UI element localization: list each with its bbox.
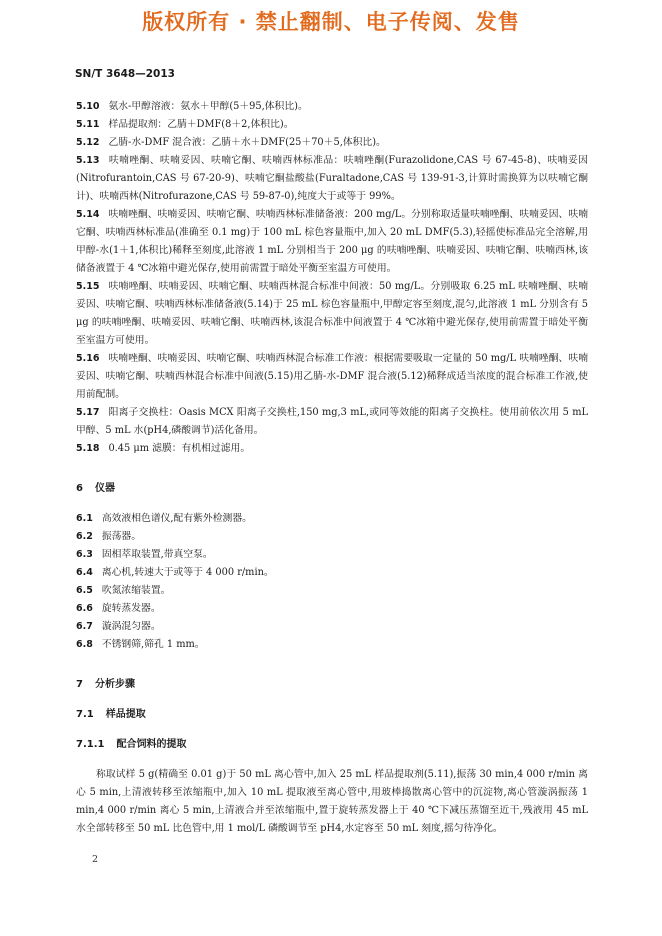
clause-text: 振荡器。 (101, 531, 142, 542)
subsection-title: 样品提取 (105, 709, 146, 720)
section-number: 6 (76, 483, 83, 494)
clause-number: 6.5 (76, 585, 93, 596)
clause-text: 吹氮浓缩装置。 (101, 585, 171, 596)
clause-number: 5.18 (76, 443, 100, 454)
subsection-heading (76, 706, 588, 724)
clause-number: 5.15 (76, 281, 100, 292)
instrument-item (76, 564, 588, 582)
clause-text: 漩涡混匀器。 (101, 621, 161, 632)
section-heading-analysis (76, 676, 588, 694)
standard-number: SN/T 3648—2013 (75, 68, 175, 80)
clause-number: 6.8 (76, 639, 93, 650)
instrument-item (76, 546, 588, 564)
clause-text: 旋转蒸发器。 (101, 603, 161, 614)
clause-text: 固相萃取装置,带真空泵。 (101, 549, 213, 560)
clause-5-13 (76, 152, 588, 206)
clause-5-10 (76, 98, 588, 116)
clause-number: 6.3 (76, 549, 93, 560)
clause-text: 不锈钢筛,筛孔 1 mm。 (101, 639, 205, 650)
clause-number: 5.10 (76, 101, 100, 112)
clause-number: 5.14 (76, 209, 100, 220)
document-body (76, 98, 588, 838)
subsubsection-title: 配合饲料的提取 (116, 739, 187, 750)
section-title: 仪器 (94, 483, 115, 494)
clause-5-11 (76, 116, 588, 134)
clause-text: 呋喃唑酮、呋喃妥因、呋喃它酮、呋喃西林标准储备液：200 mg/L。分别称取适量呋喃唑酮、呋喃妥因、呋喃它酮、呋喃西林标准品(准确至 0.1 mg)于 100 mL 棕色容量瓶中,加入 20 mL DMF(5.3),轻摇使标准品完全溶解,用甲醇-水(1＋1,体积比)稀释至刻度,此溶液 1 mL 分别相当于 200 μg 的呋喃唑酮、呋喃妥因、呋喃它酮、呋喃西林,该储备液置于 4 ℃冰箱中避光保存,使用前需置于暗处平衡至室温方可使用。 (76, 209, 588, 274)
instrument-item (76, 636, 588, 654)
clause-number: 5.17 (76, 407, 100, 418)
clause-text: 呋喃唑酮、呋喃妥因、呋喃它酮、呋喃西林混合标准中间液：50 mg/L。分别吸取 6.25 mL 呋喃唑酮、呋喃妥因、呋喃它酮、呋喃西林标准储备液(5.14)于 25 mL 棕色容量瓶中,甲醇定容至刻度,混匀,此溶液 1 mL 分别含有 5 μg 的呋喃唑酮、呋喃妥因、呋喃它酮、呋喃西林,该混合标准中间液置于 4 ℃冰箱中避光保存,使用前需置于暗处平衡至室温方可使用。 (76, 281, 588, 346)
instrument-item (76, 618, 588, 636)
procedure-paragraph: 称取试样 5 g(精确至 0.01 g)于 50 mL 离心管中,加入 25 mL 样品提取剂(5.11),振荡 30 min,4 000 r/min 离心 5 min,上清液转移至浓缩瓶中,加入 10 mL 提取液至离心管中,用玻棒捣散离心管中的沉淀物,离心管漩涡振荡 1 min,4 000 r/min 离心 5 min,上清液合并至浓缩瓶中,置于旋转蒸发器上于 40 ℃下减压蒸馏至近干,残液用 45 mL 水全部转移至 50 mL 比色管中,用 1 mol/L 磷酸调节至 pH4,水定容至 50 mL 刻度,摇匀待净化。 (76, 769, 588, 834)
subsubsection-number: 7.1.1 (76, 739, 105, 750)
clause-number: 5.12 (76, 137, 100, 148)
section-number: 7 (76, 679, 83, 690)
clause-text: 乙腈-水-DMF 混合液：乙腈＋水＋DMF(25＋70＋5,体积比)。 (108, 137, 386, 148)
clause-number: 6.1 (76, 513, 93, 524)
clause-5-15 (76, 278, 588, 350)
clause-number: 5.16 (76, 353, 100, 364)
clause-5-12 (76, 134, 588, 152)
clause-text: 呋喃唑酮、呋喃妥因、呋喃它酮、呋喃西林混合标准工作液：根据需要吸取一定量的 50 mg/L 呋喃唑酮、呋喃妥因、呋喃它酮、呋喃西林混合标准中间液(5.15)用乙腈-水-DMF 混合液(5.12)稀释成适当浓度的混合标准工作液,使用前配制。 (76, 353, 588, 400)
instrument-item (76, 528, 588, 546)
clause-text: 样品提取剂：乙腈＋DMF(8＋2,体积比)。 (108, 119, 294, 130)
subsection-number: 7.1 (76, 709, 94, 720)
instrument-item (76, 510, 588, 528)
clause-number: 6.6 (76, 603, 93, 614)
watermark-banner: 版权所有 · 禁止翻制、电子传阅、发售 (142, 10, 520, 34)
subsubsection-heading (76, 736, 588, 754)
clause-text: 氨水-甲醇溶液：氨水＋甲醇(5＋95,体积比)。 (108, 101, 308, 112)
clause-number: 6.7 (76, 621, 93, 632)
clause-text: 0.45 μm 滤膜：有机相过滤用。 (108, 443, 251, 454)
instrument-item (76, 582, 588, 600)
clause-number: 5.13 (76, 155, 100, 166)
clause-text: 离心机,转速大于或等于 4 000 r/min。 (101, 567, 274, 578)
instrument-item (76, 600, 588, 618)
clause-5-17 (76, 404, 588, 440)
clause-text: 高效液相色谱仪,配有紫外检测器。 (101, 513, 252, 524)
clause-number: 5.11 (76, 119, 100, 130)
clause-5-16 (76, 350, 588, 404)
clause-5-14 (76, 206, 588, 278)
clause-text: 呋喃唑酮、呋喃妥因、呋喃它酮、呋喃西林标准品：呋喃唑酮(Furazolidone,CAS 号 67-45-8)、呋喃妥因(Nitrofurantoin,CAS 号 67-20-9)、呋喃它酮盐酸盐(Furaltadone,CAS 号 139-91-3,计算时需换算为以呋喃它酮计)、呋喃西林(Nitrofurazone,CAS 号 59-87-0),纯度大于或等于 99%。 (76, 155, 588, 202)
clause-number: 6.2 (76, 531, 93, 542)
section-heading-instruments (76, 480, 588, 498)
clause-5-18 (76, 440, 588, 458)
clause-text: 阳离子交换柱：Oasis MCX 阳离子交换柱,150 mg,3 mL,或同等效能的阳离子交换柱。使用前依次用 5 mL 甲醇、5 mL 水(pH4,磷酸调节)活化备用。 (76, 407, 588, 436)
page-number: 2 (92, 854, 99, 865)
clause-number: 6.4 (76, 567, 93, 578)
section-title: 分析步骤 (94, 679, 135, 690)
